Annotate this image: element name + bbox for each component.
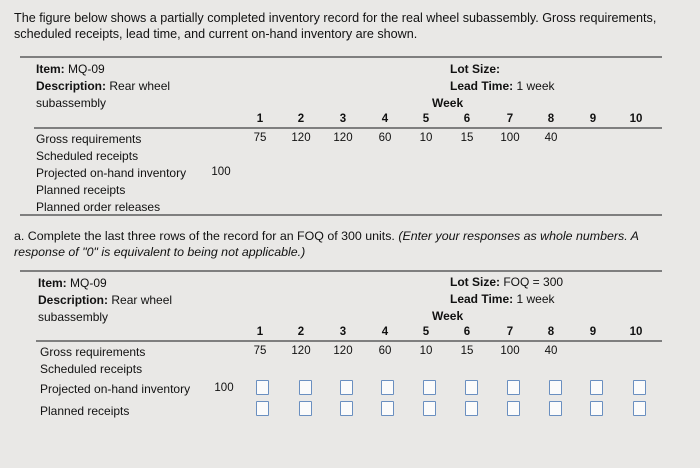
table1-gross-4: 60	[378, 132, 392, 144]
planned-receipt-input-week-7[interactable]	[507, 401, 520, 416]
table1-top-rule	[20, 56, 662, 58]
table2-gross-8: 40	[544, 345, 558, 357]
table1-desc-value2: subassembly	[36, 96, 107, 110]
table1-header-rule	[34, 127, 662, 129]
on-hand-input-week-5[interactable]	[423, 380, 436, 395]
question-prefix: a. Complete the last three rows of the record for an FOQ of 300 units.	[14, 229, 395, 243]
planned-receipt-input-week-3[interactable]	[340, 401, 353, 416]
table1-gross-8: 40	[544, 132, 558, 144]
table1-description	[36, 79, 170, 93]
table1-week-2: 2	[297, 113, 305, 125]
planned-receipt-input-week-2[interactable]	[299, 401, 312, 416]
planned-receipt-input-week-5[interactable]	[423, 401, 436, 416]
table2-gross-1: 75	[253, 345, 267, 357]
intro-text: The figure below shows a partially completed inventory record for the real wheel subassembly. Gross requirements, scheduled receipts, lead time, and current on-hand inventory are shown.	[14, 11, 657, 41]
table2-week-2: 2	[297, 326, 305, 338]
table2-desc-value: Rear wheel	[111, 293, 173, 307]
table2-desc-value2: subassembly	[38, 310, 109, 324]
table2-gross-2: 120	[291, 345, 311, 357]
table1-week-label: Week	[432, 96, 464, 110]
table1-bottom-rule	[20, 214, 662, 216]
table2-week-7: 7	[506, 326, 514, 338]
table2-week-1: 1	[256, 326, 264, 338]
table1-row-scheduled: Scheduled receipts	[36, 149, 139, 163]
table2-item-label: Item:	[38, 276, 67, 290]
table2-description	[38, 293, 172, 307]
table1-week-6: 6	[463, 113, 471, 125]
on-hand-input-week-9[interactable]	[590, 380, 603, 395]
table1-gross-6: 15	[460, 132, 474, 144]
table2-gross-7: 100	[500, 345, 520, 357]
table1-row-on-hand: Projected on-hand inventory	[36, 166, 187, 180]
table1-week-4: 4	[381, 113, 389, 125]
table1-lead-value: 1 week	[516, 79, 555, 93]
question-instructions: (Enter your responses as whole numbers. A response of "0" is equivalent to being not applicable.)	[14, 229, 639, 259]
table1-gross-7: 100	[500, 132, 520, 144]
on-hand-input-week-10[interactable]	[633, 380, 646, 395]
table2-row-gross: Gross requirements	[40, 345, 146, 359]
table2-week-3: 3	[339, 326, 347, 338]
table1-week-5: 5	[422, 113, 430, 125]
on-hand-input-week-7[interactable]	[507, 380, 520, 395]
question-text	[14, 228, 686, 260]
table2-week-10: 10	[629, 326, 643, 338]
table2-week-5: 5	[422, 326, 430, 338]
table1-week-1: 1	[256, 113, 264, 125]
on-hand-input-week-4[interactable]	[381, 380, 394, 395]
table2-row-scheduled: Scheduled receipts	[40, 362, 143, 376]
planned-receipt-input-week-9[interactable]	[590, 401, 603, 416]
table1-row-planned-receipts: Planned receipts	[36, 183, 126, 197]
table1-on-hand-initial: 100	[211, 166, 231, 178]
planned-receipt-input-week-8[interactable]	[549, 401, 562, 416]
table2-desc-label: Description:	[38, 293, 109, 307]
table2-item-value: MQ-09	[70, 276, 107, 290]
on-hand-input-week-6[interactable]	[465, 380, 478, 395]
table1-lot-label: Lot Size:	[450, 62, 500, 76]
table1-gross-2: 120	[291, 132, 311, 144]
table1-desc-value: Rear wheel	[109, 79, 171, 93]
table2-row-planned-receipts: Planned receipts	[40, 404, 130, 418]
planned-receipt-input-week-6[interactable]	[465, 401, 478, 416]
table2-week-8: 8	[547, 326, 555, 338]
table2-lead-value: 1 week	[516, 292, 555, 306]
table2-lead-label: Lead Time:	[450, 292, 514, 306]
table1-item	[36, 62, 105, 76]
on-hand-input-week-1[interactable]	[256, 380, 269, 395]
table2-week-9: 9	[589, 326, 597, 338]
on-hand-input-week-2[interactable]	[299, 380, 312, 395]
table1-desc-label: Description:	[36, 79, 107, 93]
table2-gross-6: 15	[460, 345, 474, 357]
table1-lot-size	[450, 62, 500, 76]
table2-week-label: Week	[432, 309, 464, 323]
table2-row-on-hand: Projected on-hand inventory	[40, 382, 191, 396]
on-hand-input-week-3[interactable]	[340, 380, 353, 395]
table1-lead-label: Lead Time:	[450, 79, 514, 93]
table2-on-hand-initial: 100	[214, 382, 234, 394]
table1-gross-1: 75	[253, 132, 267, 144]
table2-top-rule	[20, 270, 662, 272]
table1-row-planned-releases: Planned order releases	[36, 200, 161, 214]
table1-week-3: 3	[339, 113, 347, 125]
table2-gross-3: 120	[333, 345, 353, 357]
table2-week-4: 4	[381, 326, 389, 338]
table1-row-gross: Gross requirements	[36, 132, 142, 146]
table2-lot-value: FOQ = 300	[503, 275, 564, 289]
table1-item-label: Item:	[36, 62, 65, 76]
table1-week-7: 7	[506, 113, 514, 125]
table2-lot-label: Lot Size:	[450, 275, 500, 289]
table1-item-value: MQ-09	[68, 62, 105, 76]
table2-gross-5: 10	[419, 345, 433, 357]
table1-week-9: 9	[589, 113, 597, 125]
table1-lead-time	[450, 79, 555, 93]
table2-week-6: 6	[463, 326, 471, 338]
table2-lot-size	[450, 275, 563, 289]
table1-week-8: 8	[547, 113, 555, 125]
table2-item	[38, 276, 107, 290]
table2-header-rule	[36, 340, 662, 342]
table2-lead-time	[450, 292, 555, 306]
planned-receipt-input-week-10[interactable]	[633, 401, 646, 416]
table1-gross-3: 120	[333, 132, 353, 144]
table2-gross-4: 60	[378, 345, 392, 357]
planned-receipt-input-week-4[interactable]	[381, 401, 394, 416]
planned-receipt-input-week-1[interactable]	[256, 401, 269, 416]
on-hand-input-week-8[interactable]	[549, 380, 562, 395]
table1-week-10: 10	[629, 113, 643, 125]
table1-gross-5: 10	[419, 132, 433, 144]
